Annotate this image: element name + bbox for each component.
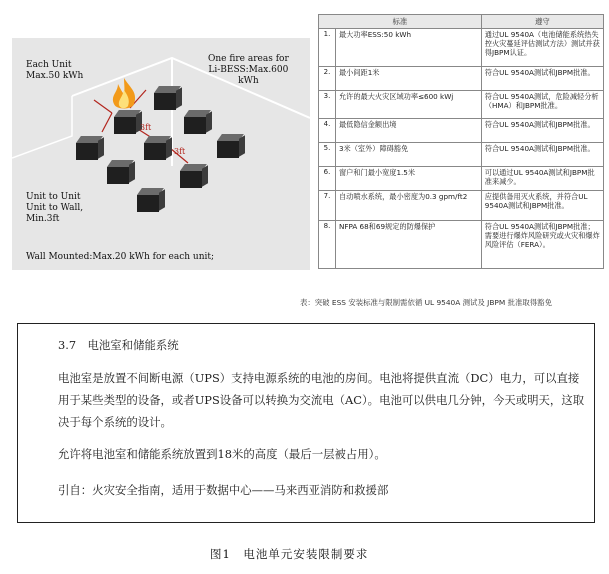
row-compliance: 符合UL 9540A测试和JBPM批准。 bbox=[481, 143, 603, 167]
paragraph-battery-room: 电池室是放置不间断电源（UPS）支持电源系统的电池的房间。电池将提供直流（DC）电力，可以直接用于某些类型的设备，或者UPS设备可以转换为交流电（AC）。电池可以供电几分钟，今天或明天，这取决于每个系统的设计。 bbox=[58, 371, 585, 429]
ess-standards-table bbox=[318, 14, 604, 269]
fire-icon bbox=[110, 78, 138, 112]
row-compliance: 符合UL 9540A测试和JBPM批准。 bbox=[481, 119, 603, 143]
table-row bbox=[319, 221, 604, 269]
row-number: 2. bbox=[319, 67, 336, 91]
table-row bbox=[319, 143, 604, 167]
dimension-label: 3ft bbox=[174, 147, 186, 156]
table-row bbox=[319, 91, 604, 119]
row-number: 8. bbox=[319, 221, 336, 269]
battery-unit bbox=[180, 164, 202, 188]
label-fire-area: One fire areas for Li-BESS:Max.600 kWh bbox=[208, 54, 289, 86]
row-compliance: 应提供备用灭火系统，并符合UL 9540A测试和JBPM批准。 bbox=[481, 191, 603, 221]
row-compliance: 符合UL 9540A测试和JBPM批准。 bbox=[481, 67, 603, 91]
battery-room-text-box bbox=[17, 323, 595, 523]
dimension-label: 3ft bbox=[140, 123, 152, 132]
battery-unit-fire bbox=[114, 110, 136, 134]
header-standard: 标准 bbox=[319, 15, 482, 29]
section-heading: 3.7 电池室和储能系统 bbox=[58, 338, 179, 352]
battery-unit bbox=[107, 160, 129, 184]
row-number: 6. bbox=[319, 167, 336, 191]
table-row bbox=[319, 29, 604, 67]
label-each-unit: Each Unit Max.50 kWh bbox=[26, 60, 84, 81]
battery-unit bbox=[184, 110, 206, 134]
row-requirement: 3米（室外）障碍豁免 bbox=[335, 143, 481, 167]
battery-layout-illustration bbox=[12, 38, 310, 270]
row-number: 5. bbox=[319, 143, 336, 167]
paragraph-citation: 引自：火灾安全指南，适用于数据中心——马来西亚消防和救援部 bbox=[58, 483, 389, 497]
row-requirement: 最低隐信金额出境 bbox=[335, 119, 481, 143]
figure-caption: 图1 电池单元安装限制要求 bbox=[210, 547, 369, 561]
label-unit-spacing: Unit to Unit Unit to Wall, Min.3ft bbox=[26, 192, 84, 224]
row-requirement: 允许的最大火灾区域功率≤600 kWj bbox=[335, 91, 481, 119]
row-requirement: 窗户和门最小宽度1.5米 bbox=[335, 167, 481, 191]
row-number: 1. bbox=[319, 29, 336, 67]
table-row bbox=[319, 167, 604, 191]
header-compliance: 遵守 bbox=[481, 15, 603, 29]
row-number: 4. bbox=[319, 119, 336, 143]
row-number: 7. bbox=[319, 191, 336, 221]
battery-unit bbox=[137, 188, 159, 212]
row-requirement: 最大功率ESS:50 kWh bbox=[335, 29, 481, 67]
table-row bbox=[319, 191, 604, 221]
battery-unit bbox=[217, 134, 239, 158]
table-row bbox=[319, 119, 604, 143]
table-caption: 表：突破 ESS 安装标准与限制需依循 UL 9540A 测试及 JBPM 批准取得豁免 bbox=[300, 298, 552, 307]
row-requirement: 自动喷水系统，最小密度为0.3 gpm/ft2 bbox=[335, 191, 481, 221]
battery-unit bbox=[76, 136, 98, 160]
table-row bbox=[319, 67, 604, 91]
row-number: 3. bbox=[319, 91, 336, 119]
battery-unit bbox=[154, 86, 176, 110]
row-compliance: 符合UL 9540A测试和JBPM批准； 需要进行爆炸风险研究或火灾和爆炸风险评估（FERA）。 bbox=[481, 221, 603, 269]
paragraph-height-limit: 允许将电池室和储能系统放置到18米的高度（最后一层被占用）。 bbox=[58, 447, 386, 461]
row-requirement: 最小间距1米 bbox=[335, 67, 481, 91]
row-compliance: 可以通过UL 9540A测试和JBPM批准来减少。 bbox=[481, 167, 603, 191]
row-compliance: 通过UL 9540A（电池储能系统热失控火灾蔓延评估测试方法）测试并获得JBPM认证。 bbox=[481, 29, 603, 67]
row-requirement: NFPA 68和69规定的防爆保护 bbox=[335, 221, 481, 269]
table-header-row bbox=[319, 15, 604, 29]
battery-unit bbox=[144, 136, 166, 160]
row-compliance: 符合UL 9540A测试，危险减轻分析（HMA）和JBPM批准。 bbox=[481, 91, 603, 119]
label-wall-mounted: Wall Mounted:Max.20 kWh for each unit; bbox=[26, 252, 215, 262]
